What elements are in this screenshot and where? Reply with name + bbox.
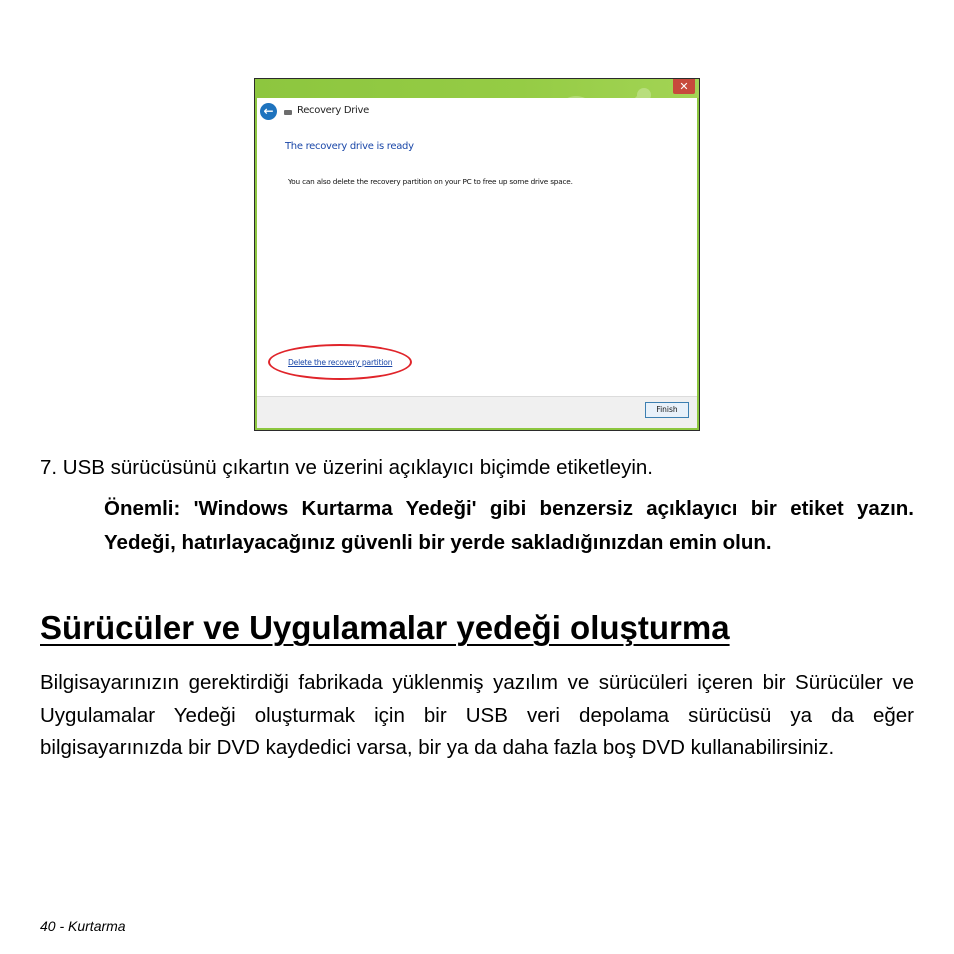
highlight-ring <box>268 344 412 380</box>
delete-recovery-partition-link[interactable]: Delete the recovery partition <box>288 358 393 367</box>
page-footer: 40 - Kurtarma <box>40 918 126 934</box>
window-close-button[interactable]: ✕ <box>673 79 695 94</box>
finish-button[interactable]: Finish <box>645 402 689 418</box>
recovery-drive-screenshot <box>254 78 700 431</box>
back-arrow-icon[interactable]: ← <box>260 103 277 120</box>
window-titlebar <box>255 79 699 98</box>
wizard-heading: The recovery drive is ready <box>285 141 414 152</box>
wizard-message: You can also delete the recovery partition on your PC to free up some drive space. <box>288 177 573 186</box>
wizard-client-area <box>257 98 697 428</box>
step-7-text: 7. USB sürücüsünü çıkartın ve üzerini açıklayıcı biçimde etiketleyin. <box>40 456 653 479</box>
important-note: Önemli: 'Windows Kurtarma Yedeği' gibi benzersiz açıklayıcı bir etiket yazın. Yedeği, hatırlayacağınız güvenli bir yerde sakladığınızdan emin olun. <box>104 497 914 554</box>
section-title: Sürücüler ve Uygulamalar yedeği oluşturma <box>40 609 730 646</box>
section-paragraph: Bilgisayarınızın gerektirdiği fabrikada yüklenmiş yazılım ve sürücüleri içeren bir Sürücüler ve Uygulamalar Yedeği oluşturmak için bir USB veri depolama sürücüsü ya da eğer bilgisayarınızda bir DVD kaydedici varsa, bir ya da daha fazla boş DVD kullanabilirsiniz. <box>40 671 914 759</box>
usb-drive-icon <box>284 110 292 115</box>
wizard-footer <box>257 396 697 428</box>
wizard-title: Recovery Drive <box>297 105 370 116</box>
